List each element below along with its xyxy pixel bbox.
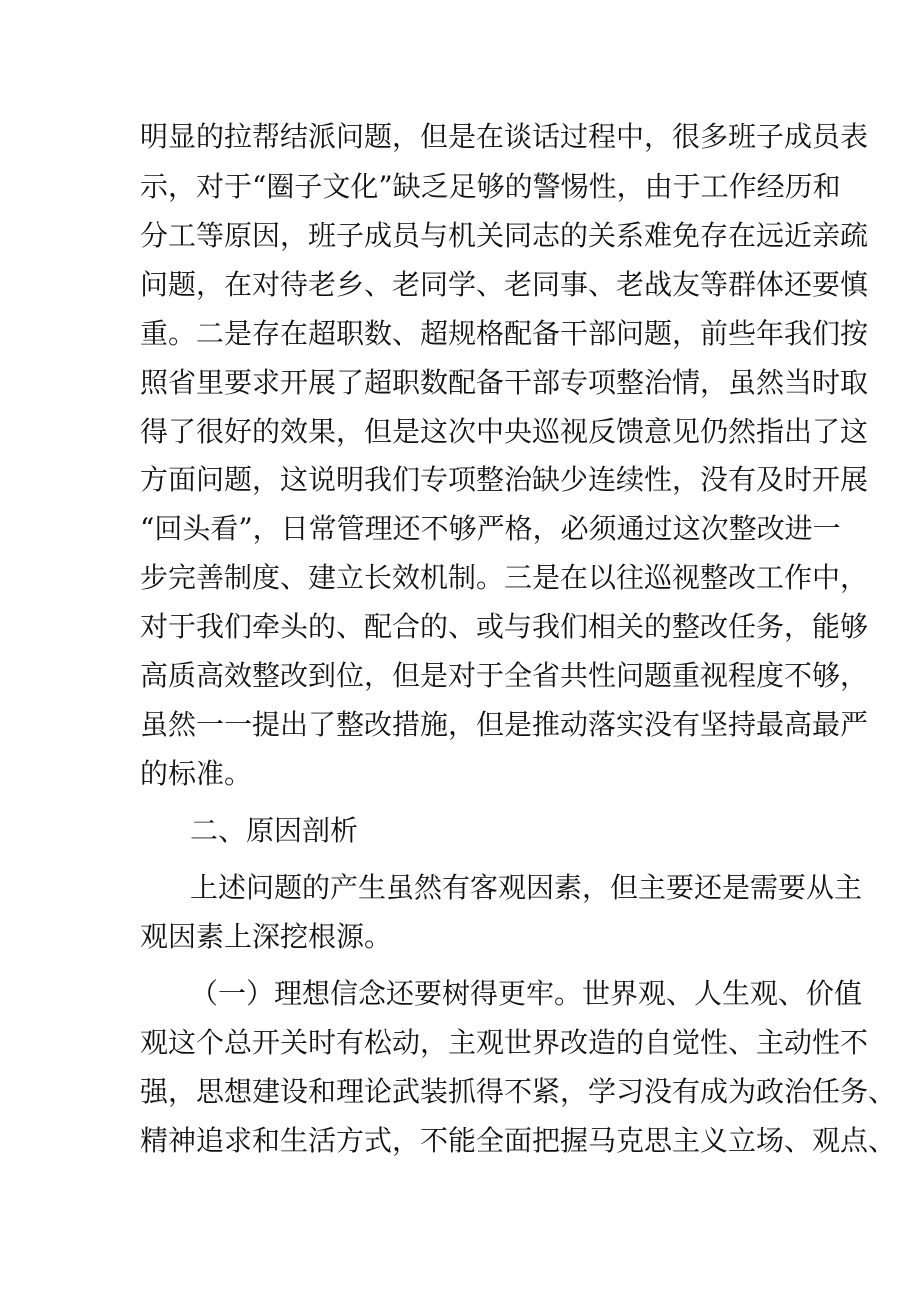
- text-line: 观这个总开关时有松动，主观世界改造的自觉性、主动性不: [140, 1026, 869, 1059]
- text-line: 步完善制度、建立长效机制。三是在以往巡视整改工作中，: [140, 561, 869, 594]
- text-line: 强，思想建设和理论武装抓得不紧，学习没有成为政治任务、: [140, 1075, 897, 1108]
- text-line: 的标准。: [140, 757, 253, 790]
- text-line: 上述问题的产生虽然有客观因素，但主要还是需要从主: [190, 871, 863, 904]
- text-line: （一）理想信念还要树得更牢。世界观、人生观、价值: [190, 977, 863, 1010]
- text-line: 方面问题，这说明我们专项整治缺少连续性，没有及时开展: [140, 463, 869, 496]
- text-line: 明显的拉帮结派问题，但是在谈话过程中，很多班子成员表: [140, 120, 869, 153]
- text-line: 虽然一一提出了整改措施，但是推动落实没有坚持最高最严: [140, 708, 869, 741]
- text-line: 问题，在对待老乡、老同学、老同事、老战友等群体还要慎: [140, 268, 869, 301]
- text-line: 示，对于“圈子文化”缺乏足够的警惕性，由于工作经历和: [140, 170, 841, 203]
- text-line: 高质高效整改到位，但是对于全省共性问题重视程度不够，: [140, 659, 869, 692]
- text-line: 对于我们牵头的、配合的、或与我们相关的整改任务，能够: [140, 610, 869, 643]
- text-line: 照省里要求开展了超职数配备干部专项整治情，虽然当时取: [140, 366, 869, 399]
- section-heading: 二、原因剖析: [190, 814, 359, 847]
- text-line: “回头看”，日常管理还不够严格，必须通过这次整改进一: [140, 512, 841, 545]
- text-line: 重。二是存在超职数、超规格配备干部问题，前些年我们按: [140, 317, 869, 350]
- text-line: 得了很好的效果，但是这次中央巡视反馈意见仍然指出了这: [140, 415, 869, 448]
- text-line: 观因素上深挖根源。: [140, 920, 393, 953]
- text-line: 分工等原因，班子成员与机关同志的关系难免存在远近亲疏: [140, 219, 869, 252]
- text-line: 精神追求和生活方式，不能全面把握马克思主义立场、观点、: [140, 1124, 897, 1157]
